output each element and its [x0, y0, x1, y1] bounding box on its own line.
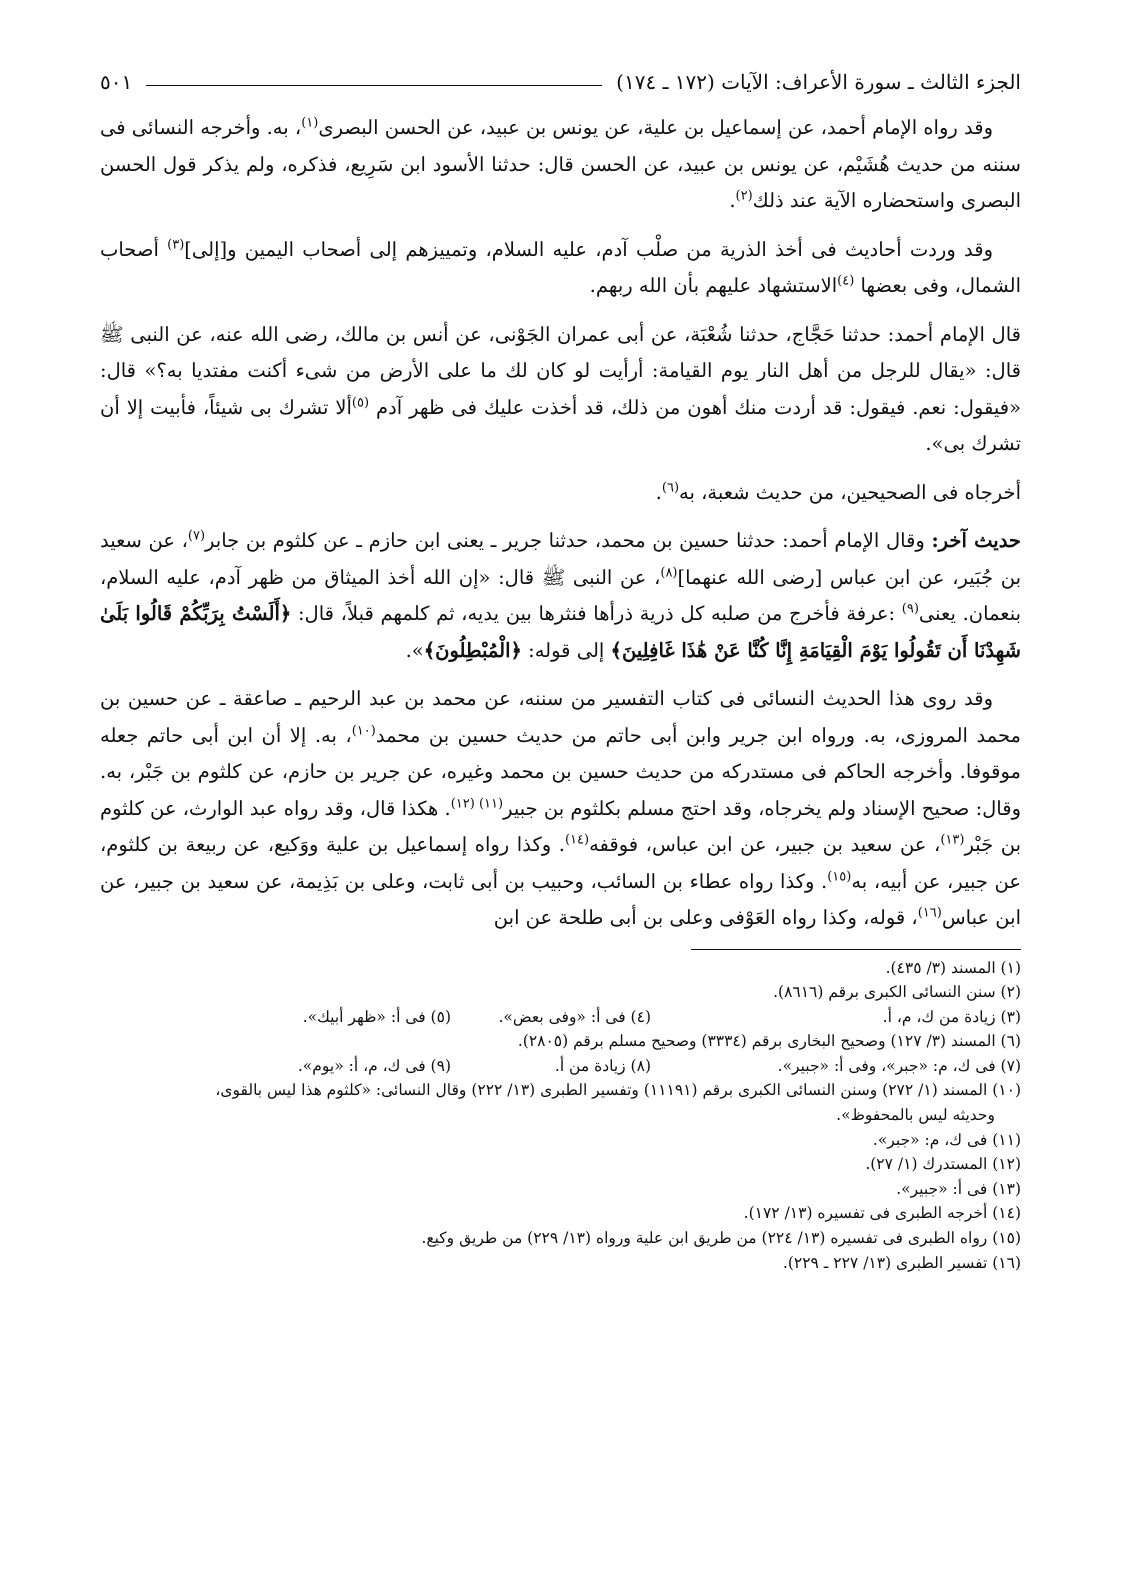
- running-title: الجزء الثالث ـ سورة الأعراف: الآيات (١٧٢ ـ ١٧٤): [616, 70, 1021, 94]
- footnote-ref[interactable]: (١): [301, 115, 319, 131]
- footnote-rule: [691, 949, 1021, 950]
- footnote-row: [100, 1005, 1021, 1030]
- text-run: . هكذا قال، وقد رواه عبد الوارث، عن كلثوم بن جَبْر: [100, 796, 1021, 856]
- footnote-2: (٢) سنن النسائى الكبرى برقم (٨٦١٦).: [773, 983, 1021, 1002]
- footnote-15: (١٥) رواه الطبرى فى تفسيره (١٣/ ٢٢٤) من طريق ابن علية ورواه (١٣/ ٢٢٩) من طريق وكيع.: [421, 1229, 1021, 1248]
- page-number: ٥٠١: [100, 70, 133, 94]
- text-run: ، به. إلا أن ابن أبى حاتم جعله موقوفا. وأخرجه الحاكم فى مستدركه من حديث حسين بن محمد وغيره، عن جرير بن حازم، عن كلثوم بن جَبْر، به. وقال: صحيح الإسناد ولم يخرجاه، وقد احتج مسلم بكلثوم بن جبير: [100, 723, 1021, 820]
- text-run: ألا تشرك بى شيئاً، فأبيت إلا أن تشرك بى».: [100, 395, 1021, 455]
- footnote-ref[interactable]: (٦): [661, 480, 680, 495]
- footnote-16: (١٦) تفسير الطبرى (١٣/ ٢٢٧ ـ ٢٢٩).: [782, 1253, 1021, 1272]
- text-run: وقال الإمام أحمد: حدثنا حسين بن محمد، حدثنا جرير ـ يعنى ابن حازم ـ عن كلثوم بن جابر: [205, 529, 932, 552]
- footnote-1: (١) المسند (٣/ ٤٣٥).: [885, 958, 1021, 977]
- quran-verse: ﴿أَلَسْتُ بِرَبِّكُمْ قَالُوا بَلَىٰ شَهِدْنَا أَن تَقُولُوا يَوْمَ الْقِيَامَةِ إِنَّا كُنَّا عَنْ هَٰذَا غَافِلِينَ﴾: [100, 602, 1021, 662]
- footnote-14: (١٤) أخرجه الطبرى فى تفسيره (١٣/ ١٧٢).: [743, 1204, 1021, 1223]
- footnote-ref[interactable]: (٥): [351, 395, 370, 410]
- text-run: :عرفة فأخرج من صلبه كل ذرية ذرأها فنثرها بين يديه، ثم كلمهم قبلاً، قال:: [291, 602, 902, 625]
- text-run: . وكذا رواه إسماعيل بن علية ووَكيع، عن ربيعة بن كلثوم، عن جبير، عن أبيه، به: [100, 833, 1021, 893]
- text-run: أصحاب الشمال، وفى بعضها: [100, 237, 1021, 297]
- text-run: ، به. وأخرجه النسائى فى سننه من حديث هُشَيْم، عن يونس بن عبيد، عن الحسن قال: حدثنا الأسود ابن سَرِيع، فذكره، ولم يذكر قول الحسن البصرى واستحضاره الآية عند ذلك: [100, 116, 1021, 212]
- text-run: . وكذا رواه عطاء بن السائب، وحبيب بن أبى ثابت، وعلى بن بَذِيمة، عن سعيد بن جبير، عن ابن عباس: [100, 869, 1021, 929]
- footnote-6: (٦) المسند (٣/ ١٢٧) وصحيح البخارى برقم (٣٣٣٤) وصحيح مسلم برقم (٢٨٠٥).: [517, 1032, 1021, 1051]
- text-run: ، عن سعيد بن جبير، عن ابن عباس، فوقفه: [589, 833, 941, 856]
- footnote-10-continued: وحديثه ليس بالمحفوظ».: [836, 1106, 995, 1125]
- text-run: ، عن سعيد بن جُبَير، عن ابن عباس [رضى الله عنهما]: [100, 529, 1021, 589]
- text-run: ، عن النبى ﷺ قال: «إن الله أخذ الميثاق من ظهر آدم، عليه السلام، بنعمان. يعنى: [100, 565, 1022, 625]
- footnote-ref[interactable]: (١١) (١٢): [450, 796, 504, 811]
- paragraph-5: [100, 523, 1021, 669]
- footnote-ref[interactable]: (١٦): [917, 905, 942, 921]
- footnote-ref[interactable]: (٣): [167, 237, 185, 252]
- text-run: قال الإمام أحمد: حدثنا حَجَّاج، حدثنا شُعْبَة، عن أبى عمران الجَوْنى، عن أنس بن مالك، رضى الله عنه، عن النبى ﷺ قال: «يقال للرجل من أهل النار يوم القيامة: أرأيت لو كان لك ما على الأرض من شىء أكنت مفتديا به؟» قال: «فيقول: نعم. فيقول: قد أردت منك أهون من ذلك، قد أخذت عليك فى ظهر آدم: [100, 322, 1021, 419]
- footnote-ref[interactable]: (١٣): [940, 832, 965, 848]
- text-run: ».: [405, 638, 424, 662]
- footnote-ref[interactable]: (٩): [901, 601, 919, 617]
- footnote-9: (٩) فى ك، م، أ: «يوم».: [297, 1056, 451, 1075]
- quran-verse: ﴿الْمُبْطِلُونَ﴾: [423, 638, 522, 662]
- footnote-5: (٥) فى أ: «ظهر أبيك».: [302, 1007, 451, 1026]
- footnote-7: (٧) فى ك، م: «جبر»، وفى أ: «جبير».: [777, 1056, 1021, 1075]
- paragraph-1: [100, 110, 1021, 220]
- text-run: .: [655, 480, 662, 504]
- footnote-10: (١٠) المسند (١/ ٢٧٢) وسنن النسائى الكبرى برقم (١١١٩١) وتفسير الطبرى (١٣/ ٢٢٢) وقال النسائى: «كلثوم هذا ليس بالقوى،: [215, 1081, 1021, 1100]
- text-run: وقد رواه الإمام أحمد، عن إسماعيل بن علية، عن يونس بن عبيد، عن الحسن البصرى: [318, 116, 993, 139]
- footnote-4: (٤) فى أ: «وفى بعض».: [498, 1007, 651, 1026]
- footnote-ref[interactable]: (٧): [187, 528, 206, 544]
- footnote-13: (١٣) فى أ: «جبير».: [896, 1179, 1021, 1198]
- footnote-ref[interactable]: (٢): [735, 188, 753, 204]
- paragraph-2: [100, 232, 1021, 305]
- text-run: وقد وردت أحاديث فى أخذ الذرية من صلْب آدم، عليه السلام، وتمييزهم إلى أصحاب اليمين و[إلى]: [184, 237, 993, 261]
- text-run: وقد روى هذا الحديث النسائى فى كتاب التفسير من سننه، عن محمد بن عبد الرحيم ـ صاعقة ـ عن حسين بن محمد المروزى، به. ورواه ابن جرير وابن أبى حاتم من حديث حسين بن محمد: [100, 687, 1021, 747]
- text-run: الاستشهاد عليهم بأن الله ربهم.: [589, 274, 838, 297]
- footnote-11: (١١) فى ك، م: «جبر».: [872, 1130, 1021, 1149]
- footnote-row: [100, 1054, 1021, 1079]
- footnote-3: (٣) زيادة من ك، م، أ.: [882, 1007, 1021, 1026]
- text-run: أخرجاه فى الصحيحين، من حديث شعبة، به: [679, 480, 1021, 504]
- main-text: [100, 110, 1021, 937]
- header-rule: [146, 85, 602, 86]
- footnote-ref[interactable]: (١٥): [827, 869, 852, 884]
- footnote-ref[interactable]: (٨): [660, 565, 678, 580]
- footnote-ref[interactable]: (٤): [837, 273, 855, 289]
- footnote-ref[interactable]: (١٤): [564, 832, 590, 848]
- footnote-8: (٨) زيادة من أ.: [554, 1056, 651, 1075]
- section-lead: حديث آخر:: [931, 529, 1021, 552]
- footnote-ref[interactable]: (١٠): [351, 723, 376, 738]
- paragraph-6: [100, 681, 1021, 937]
- text-run: .: [729, 189, 736, 212]
- page-header: [100, 62, 1021, 102]
- paragraph-3: [100, 317, 1021, 463]
- text-run: إلى قوله:: [521, 638, 611, 662]
- text-run: ، قوله، وكذا رواه العَوْفى وعلى بن أبى طلحة عن ابن: [493, 906, 918, 929]
- footnotes: [100, 956, 1021, 1276]
- paragraph-4: [100, 475, 1021, 512]
- footnote-12: (١٢) المستدرك (١/ ٢٧).: [865, 1155, 1021, 1174]
